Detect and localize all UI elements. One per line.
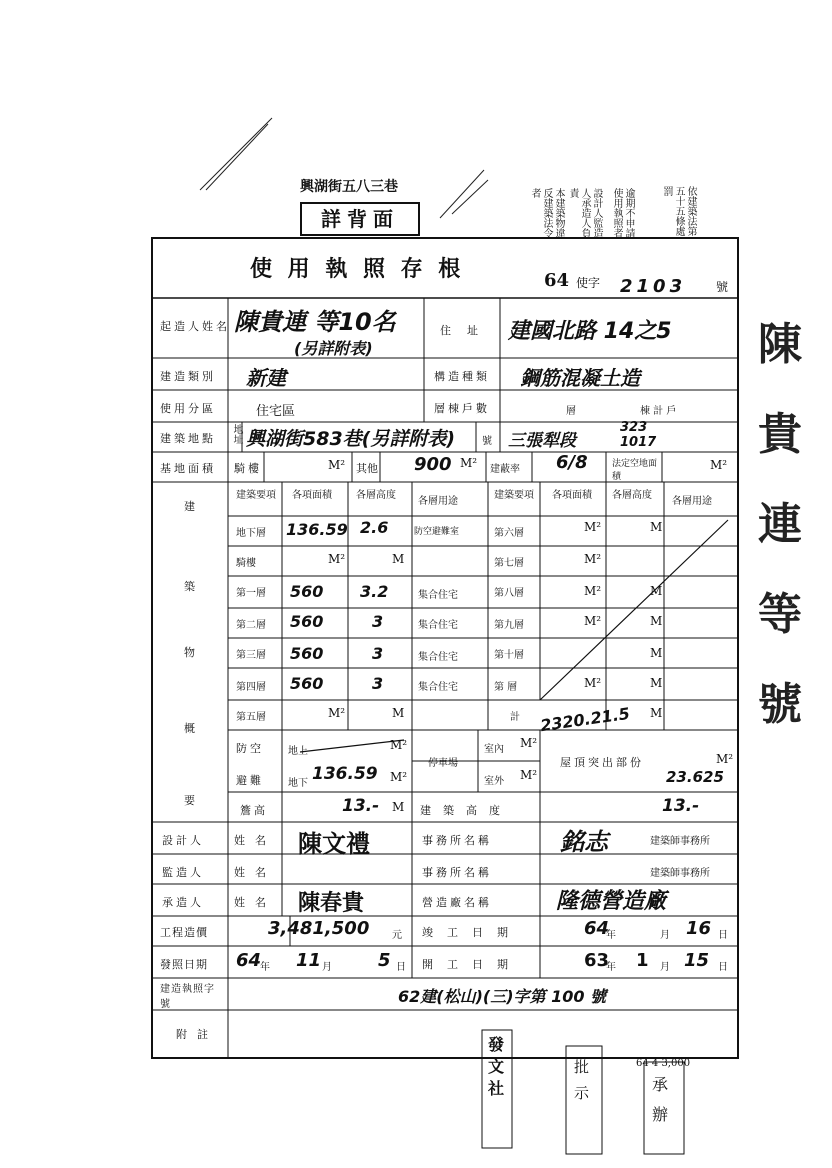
site-label: 建築地點 bbox=[160, 432, 216, 445]
floors-households-2: 棟 計 戶 bbox=[640, 406, 677, 417]
floor-right-name: 第 層 bbox=[494, 682, 518, 693]
start-day: 15 bbox=[684, 950, 710, 971]
floor-right-total-label: 計 bbox=[510, 712, 520, 723]
structure-type-label: 構造種類 bbox=[434, 370, 490, 383]
unit-m: M bbox=[650, 646, 663, 660]
designer-office-label: 事務所名稱 bbox=[422, 834, 492, 847]
col-header-item: 建築要項 bbox=[236, 490, 276, 501]
designer-label: 設計人 bbox=[162, 834, 204, 847]
floor-left-name: 地下層 bbox=[236, 528, 266, 539]
section-label-3: 物 bbox=[184, 646, 198, 659]
completion-year-unit: 年 bbox=[606, 930, 616, 941]
issue-month: 11 bbox=[296, 950, 322, 971]
completion-year: 64 bbox=[584, 918, 610, 939]
issue-day-unit: 日 bbox=[396, 962, 406, 973]
floor-left-height: 3.2 bbox=[360, 582, 389, 601]
floor-left-use: 防空避難室 bbox=[414, 527, 460, 537]
shelter-above: 地上 bbox=[288, 746, 308, 757]
other-unit: M² bbox=[460, 456, 478, 470]
designer-name: 陳文禮 bbox=[298, 830, 370, 858]
roof-unit: M² bbox=[716, 752, 734, 766]
col-header-item-right: 建築要項 bbox=[494, 490, 534, 501]
side-note-2: 設計人監造人承造人負責 bbox=[567, 188, 602, 238]
top-stamp: 興湖街五八三巷 bbox=[300, 179, 398, 195]
col-header-area-right: 各項面積 bbox=[552, 490, 592, 501]
side-note-3: 逾期不申請使用執照者 bbox=[611, 188, 634, 238]
contractor-label: 承造人 bbox=[162, 896, 204, 909]
unit-m2: M² bbox=[328, 552, 346, 566]
permit-label: 建造執照字號 bbox=[160, 984, 215, 1010]
roof-value: 23.625 bbox=[666, 768, 724, 786]
supervisor-label: 監造人 bbox=[162, 866, 204, 879]
stamp-4: 64 4 3,000 bbox=[636, 1058, 691, 1069]
floor-left-height: 3 bbox=[372, 644, 384, 663]
supervisor-office-label: 事務所名稱 bbox=[422, 866, 492, 879]
license-year: 64 bbox=[544, 270, 570, 291]
start-year: 63 bbox=[584, 950, 610, 971]
back-label: 詳背面 bbox=[300, 202, 420, 236]
roof-label: 屋頂突出部份 bbox=[560, 756, 644, 769]
side-note-4: 依建築法第五十五條處罰 bbox=[661, 186, 696, 236]
unit-m: M bbox=[650, 584, 663, 598]
stamp-2: 批示 bbox=[574, 1058, 590, 1102]
issue-month-unit: 月 bbox=[322, 962, 332, 973]
completion-label: 竣工日期 bbox=[422, 926, 522, 939]
floor-right-name: 第六層 bbox=[494, 528, 524, 539]
unit-m2: M² bbox=[584, 614, 602, 628]
completion-day-unit: 日 bbox=[718, 930, 728, 941]
site-lot-value: 三張犁段 bbox=[508, 431, 576, 451]
building-height-label: 建築高度 bbox=[420, 804, 512, 817]
floor-right-name: 第九層 bbox=[494, 620, 524, 631]
build-category-value: 新建 bbox=[246, 366, 286, 390]
cost-unit: 元 bbox=[392, 930, 402, 941]
start-month-unit: 月 bbox=[660, 962, 670, 973]
floor-left-area: 560 bbox=[290, 644, 324, 663]
col-header-height: 各層高度 bbox=[356, 490, 396, 501]
permit-value: 62建(松山)(三)字第 100 號 bbox=[398, 987, 607, 1006]
shelter-label-1: 防空 bbox=[236, 742, 264, 755]
floor-left-height: 3 bbox=[372, 612, 384, 631]
issue-year-unit: 年 bbox=[260, 962, 270, 973]
coverage-value: 6/8 bbox=[556, 452, 588, 473]
completion-month-unit: 月 bbox=[660, 930, 670, 941]
shelter-below-value: 136.59 bbox=[312, 764, 378, 784]
col-header-use: 各層用途 bbox=[418, 496, 458, 507]
floor-right-name: 第十層 bbox=[494, 650, 524, 661]
floor-right-name: 第七層 bbox=[494, 558, 524, 569]
shelter-below-unit: M² bbox=[390, 770, 408, 784]
issue-label: 發照日期 bbox=[160, 958, 208, 971]
area-label: 基地面積 bbox=[160, 462, 216, 475]
unit-m2: M² bbox=[584, 552, 602, 566]
floor-left-height: 2.6 bbox=[360, 518, 389, 537]
unit-m: M bbox=[650, 706, 663, 720]
col-header-height-right: 各層高度 bbox=[612, 490, 652, 501]
form-title: 使 用 執 照 存 根 bbox=[250, 256, 465, 282]
completion-day: 16 bbox=[686, 918, 712, 939]
floor-left-name: 第四層 bbox=[236, 682, 266, 693]
site-addr-prefix: 地址 bbox=[231, 424, 242, 444]
unit-m2: M² bbox=[584, 520, 602, 534]
designer-name-label: 姓名 bbox=[234, 834, 276, 847]
floor-right-name: 第八層 bbox=[494, 588, 524, 599]
cost-label: 工程造價 bbox=[160, 926, 208, 939]
parking-indoor: 室內 bbox=[484, 744, 504, 755]
section-label-5: 要 bbox=[184, 794, 198, 807]
supervisor-firm-suffix: 建築師事務所 bbox=[650, 868, 710, 879]
eave-label: 簷高 bbox=[240, 804, 268, 817]
license-number: 2103 bbox=[620, 276, 687, 297]
notes-label: 附註 bbox=[176, 1028, 218, 1041]
floor-left-area: 560 bbox=[290, 674, 324, 693]
building-height-value: 13.- bbox=[662, 796, 700, 816]
applicant-value: 陳貴連 等10名 bbox=[234, 308, 396, 336]
site-value: 興湖街583巷(另詳附表) bbox=[246, 428, 456, 450]
section-label-4: 概 bbox=[184, 722, 198, 735]
unit-m: M bbox=[650, 614, 663, 628]
floor-left-use: 集合住宅 bbox=[418, 590, 458, 601]
floors-households-label: 層棟戶數 bbox=[434, 402, 490, 415]
contractor-company-label: 營造廠名稱 bbox=[422, 896, 492, 909]
unit-m2: M² bbox=[584, 676, 602, 690]
floor-left-height: 3 bbox=[372, 674, 384, 693]
legal-open-label: 法定空地面積 bbox=[612, 459, 658, 482]
unit-m: M bbox=[650, 676, 663, 690]
site-lot-no: 323 1017 bbox=[620, 420, 657, 450]
arcade-unit: M² bbox=[328, 458, 346, 472]
unit-m: M bbox=[392, 552, 405, 566]
side-note-1: 本建築物違反建築法令者 bbox=[529, 188, 564, 238]
floor-left-use: 集合住宅 bbox=[418, 682, 458, 693]
section-label-1: 建 bbox=[184, 500, 198, 513]
cost-value: 3,481,500 bbox=[268, 918, 370, 939]
supervisor-name-label: 姓名 bbox=[234, 866, 276, 879]
issue-day: 5 bbox=[378, 950, 391, 971]
start-day-unit: 日 bbox=[718, 962, 728, 973]
eave-value: 13.- bbox=[342, 796, 380, 816]
total-value: 2320.21.5 bbox=[539, 703, 631, 736]
stamp-1: 發文社 bbox=[488, 1035, 505, 1098]
section-label-2: 築 bbox=[184, 580, 198, 593]
address-value: 建國北路 14之5 bbox=[508, 319, 672, 344]
floor-left-name: 第五層 bbox=[236, 712, 266, 723]
build-category-label: 建造類別 bbox=[160, 370, 216, 383]
floor-left-use: 集合住宅 bbox=[418, 620, 458, 631]
shelter-label-2: 避難 bbox=[236, 774, 264, 787]
start-year-unit: 年 bbox=[606, 962, 616, 973]
col-header-area: 各項面積 bbox=[292, 490, 332, 501]
unit-m2: M² bbox=[584, 584, 602, 598]
contractor-company: 隆德營造廠 bbox=[556, 889, 667, 914]
legal-open-unit: M² bbox=[710, 458, 728, 472]
contractor-name: 陳春貴 bbox=[298, 891, 365, 916]
applicant-sub: (另詳附表) bbox=[294, 339, 373, 358]
unit-m2: M² bbox=[328, 706, 346, 720]
parking-outdoor: 室外 bbox=[484, 776, 504, 787]
unit-m: M bbox=[392, 706, 405, 720]
parking-label: 停車場 bbox=[428, 758, 458, 769]
right-margin-text: 陳貴連 等 號 bbox=[758, 319, 802, 730]
site-lot-label: 號 bbox=[482, 436, 492, 447]
designer-firm-suffix: 建築師事務所 bbox=[650, 836, 710, 847]
floors-households-1: 層 bbox=[566, 406, 576, 417]
issue-year: 64 bbox=[236, 950, 262, 971]
floor-left-area: 560 bbox=[290, 582, 324, 601]
license-suffix: 號 bbox=[716, 280, 729, 294]
start-month: 1 bbox=[636, 950, 649, 971]
parking-indoor-unit: M² bbox=[520, 736, 538, 750]
floor-left-name: 騎樓 bbox=[236, 558, 256, 569]
col-header-use-right: 各層用途 bbox=[672, 496, 712, 507]
designer-office: 銘志 bbox=[560, 828, 608, 856]
license-type: 使字 bbox=[576, 276, 601, 290]
coverage-label: 建蔽率 bbox=[490, 464, 520, 475]
unit-m: M bbox=[650, 520, 663, 534]
floor-left-name: 第一層 bbox=[236, 588, 266, 599]
shelter-below: 地下 bbox=[288, 778, 308, 789]
floor-left-use: 集合住宅 bbox=[418, 652, 458, 663]
floor-left-area: 560 bbox=[290, 612, 324, 631]
contractor-name-label: 姓名 bbox=[234, 896, 276, 909]
other-label: 其他 bbox=[356, 462, 378, 475]
floor-left-area: 136.59 bbox=[286, 520, 348, 539]
floor-left-name: 第二層 bbox=[236, 620, 266, 631]
stamp-3: 承辦 bbox=[652, 1075, 669, 1124]
zone-value: 住宅區 bbox=[256, 404, 296, 419]
floor-left-name: 第三層 bbox=[236, 650, 266, 661]
parking-outdoor-unit: M² bbox=[520, 768, 538, 782]
applicant-label: 起造人姓名 bbox=[160, 320, 230, 333]
structure-type-value: 鋼筋混凝土造 bbox=[520, 366, 640, 390]
arcade-label: 騎樓 bbox=[234, 462, 262, 475]
shelter-above-unit: M² bbox=[390, 738, 408, 752]
address-label: 住址 bbox=[440, 324, 494, 337]
start-label: 開工日期 bbox=[422, 958, 522, 971]
zone-label: 使用分區 bbox=[160, 402, 216, 415]
other-value: 900 bbox=[414, 454, 452, 475]
eave-unit: M bbox=[392, 800, 405, 814]
